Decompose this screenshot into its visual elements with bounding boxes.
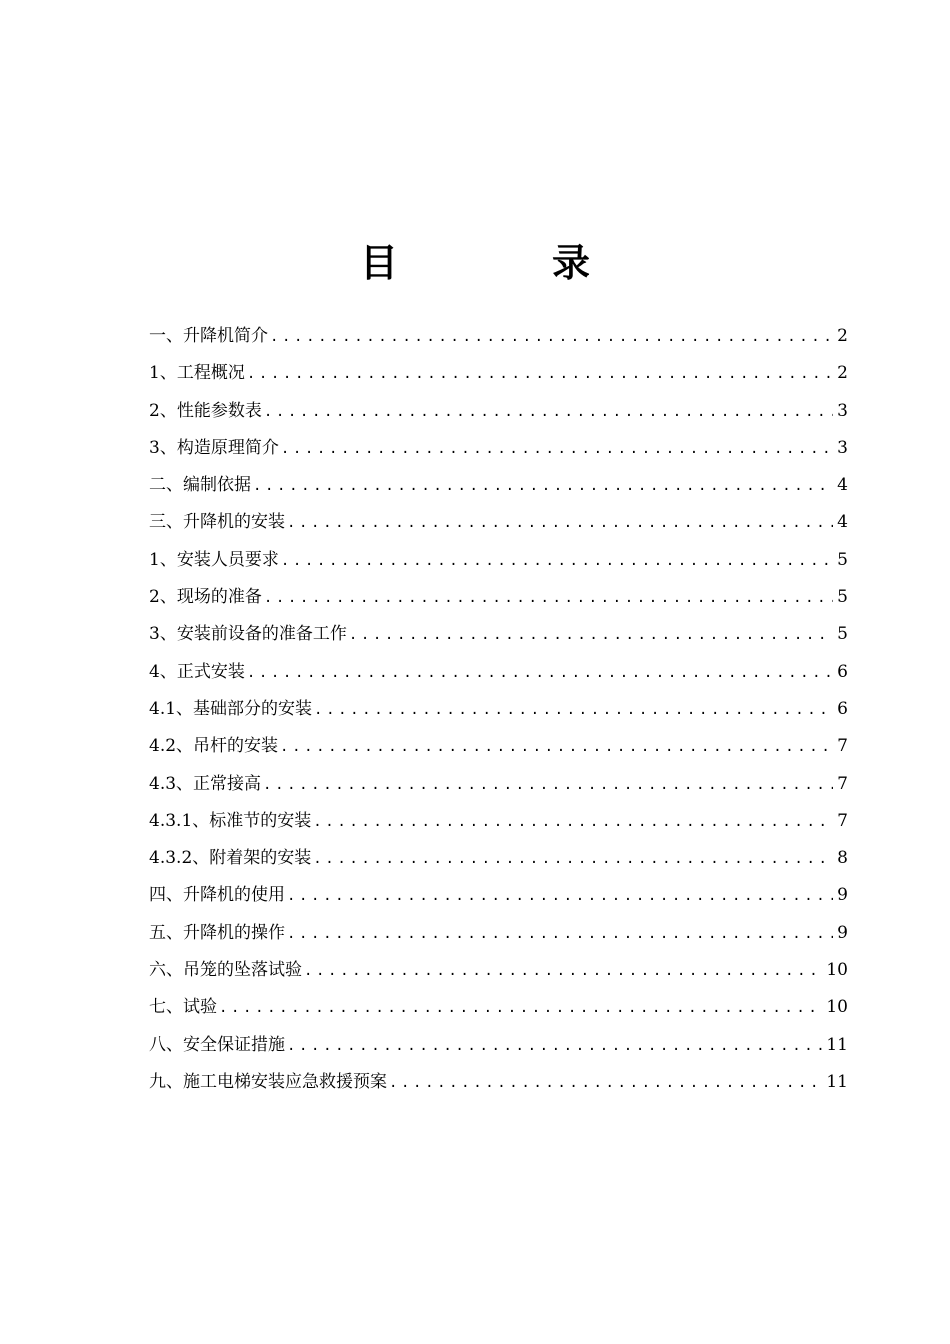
toc-entry-label: 4.2、吊杆的安装: [149, 736, 279, 757]
toc-entry[interactable]: [149, 542, 848, 579]
toc-entry-label: 一、升降机简介: [149, 326, 268, 346]
toc-entry-label: 四、升降机的使用: [149, 885, 285, 906]
toc-leader-dots: [287, 878, 833, 915]
toc-entry-label: 七、试验: [149, 997, 217, 1018]
toc-entry-label: 1、工程概况: [149, 363, 245, 384]
toc-entry-label: 4.3、正常接高: [149, 773, 262, 794]
toc-entry-page: 9: [837, 922, 848, 943]
toc-entry-page: 4: [837, 475, 848, 496]
toc-entry-label: 八、安全保证措施: [149, 1034, 285, 1055]
toc-leader-dots: [253, 468, 833, 505]
toc-leader-dots: [247, 356, 833, 393]
toc-entry-page: 10: [826, 997, 848, 1018]
toc-entry-page: 2: [837, 326, 848, 346]
toc-leader-dots: [219, 990, 822, 1027]
toc-entry[interactable]: [149, 840, 848, 877]
toc-entry-page: 3: [837, 437, 848, 458]
toc-entry-page: 11: [826, 1034, 848, 1055]
toc-leader-dots: [314, 692, 833, 729]
toc-entry-page: 3: [837, 400, 848, 421]
toc-leader-dots: [287, 1028, 822, 1065]
toc-entry-label: 3、构造原理简介: [149, 437, 279, 458]
toc-entry[interactable]: [149, 1027, 848, 1064]
toc-entry[interactable]: [149, 766, 848, 803]
toc-leader-dots: [281, 543, 833, 580]
toc-entry-label: 3、安装前设备的准备工作: [149, 624, 347, 645]
toc-entry[interactable]: [149, 579, 848, 616]
toc-entry-label: 1、安装人员要求: [149, 549, 279, 570]
toc-entry-label: 九、施工电梯安装应急救援预案: [149, 1071, 387, 1092]
toc-leader-dots: [280, 729, 833, 766]
toc-leader-dots: [287, 505, 833, 542]
toc-entry-label: 4.3.2、附着架的安装: [149, 848, 312, 869]
toc-leader-dots: [304, 953, 822, 990]
toc-entry[interactable]: [149, 616, 848, 653]
toc-entry-label: 4.3.1、标准节的安装: [149, 810, 312, 831]
toc-entry-label: 六、吊笼的坠落试验: [149, 960, 302, 981]
toc-entry[interactable]: [149, 691, 848, 728]
toc-entry-page: 5: [837, 549, 848, 570]
toc-leader-dots: [313, 841, 833, 878]
toc-entry[interactable]: [149, 393, 848, 430]
toc-entry[interactable]: [149, 318, 848, 355]
toc-entry-page: 6: [837, 698, 848, 719]
toc-entry[interactable]: [149, 915, 848, 952]
toc-entry-label: 4、正式安装: [149, 661, 245, 682]
toc-entry[interactable]: [149, 989, 848, 1026]
toc-entry[interactable]: [149, 952, 848, 989]
toc-leader-dots: [263, 767, 833, 804]
toc-entry-page: 5: [837, 624, 848, 645]
toc-entry-label: 2、性能参数表: [149, 400, 262, 421]
toc-leader-dots: [281, 431, 833, 468]
toc-entry-page: 8: [837, 848, 848, 869]
toc-leader-dots: [270, 319, 833, 356]
toc-entry[interactable]: [149, 654, 848, 691]
toc-leader-dots: [264, 394, 833, 431]
toc-entry-label: 三、升降机的安装: [149, 512, 285, 533]
toc-title: 目 录: [359, 241, 648, 285]
toc-leader-dots: [287, 916, 833, 953]
toc-leader-dots: [264, 580, 833, 617]
toc-entry-page: 9: [837, 885, 848, 906]
toc-entry[interactable]: [149, 430, 848, 467]
toc-list: [149, 318, 848, 1101]
toc-entry-page: 10: [826, 960, 848, 981]
toc-entry-page: 7: [837, 810, 848, 831]
toc-entry-label: 五、升降机的操作: [149, 922, 285, 943]
toc-leader-dots: [349, 617, 833, 654]
toc-entry[interactable]: [149, 355, 848, 392]
toc-leader-dots: [389, 1065, 822, 1102]
toc-entry-page: 7: [837, 773, 848, 794]
toc-entry[interactable]: [149, 504, 848, 541]
toc-entry-page: 6: [837, 661, 848, 682]
toc-entry[interactable]: [149, 467, 848, 504]
toc-entry-page: 11: [826, 1071, 848, 1092]
toc-entry-page: 7: [837, 736, 848, 757]
toc-entry[interactable]: [149, 877, 848, 914]
toc-entry[interactable]: [149, 728, 848, 765]
toc-entry-label: 4.1、基础部分的安装: [149, 698, 313, 719]
toc-entry-page: 5: [837, 587, 848, 608]
toc-leader-dots: [313, 804, 833, 841]
toc-entry[interactable]: [149, 1064, 848, 1101]
toc-entry-page: 4: [837, 512, 848, 533]
toc-entry-label: 二、编制依据: [149, 475, 251, 496]
toc-entry[interactable]: [149, 803, 848, 840]
toc-leader-dots: [247, 655, 833, 692]
toc-entry-page: 2: [837, 363, 848, 384]
toc-entry-label: 2、现场的准备: [149, 587, 262, 608]
